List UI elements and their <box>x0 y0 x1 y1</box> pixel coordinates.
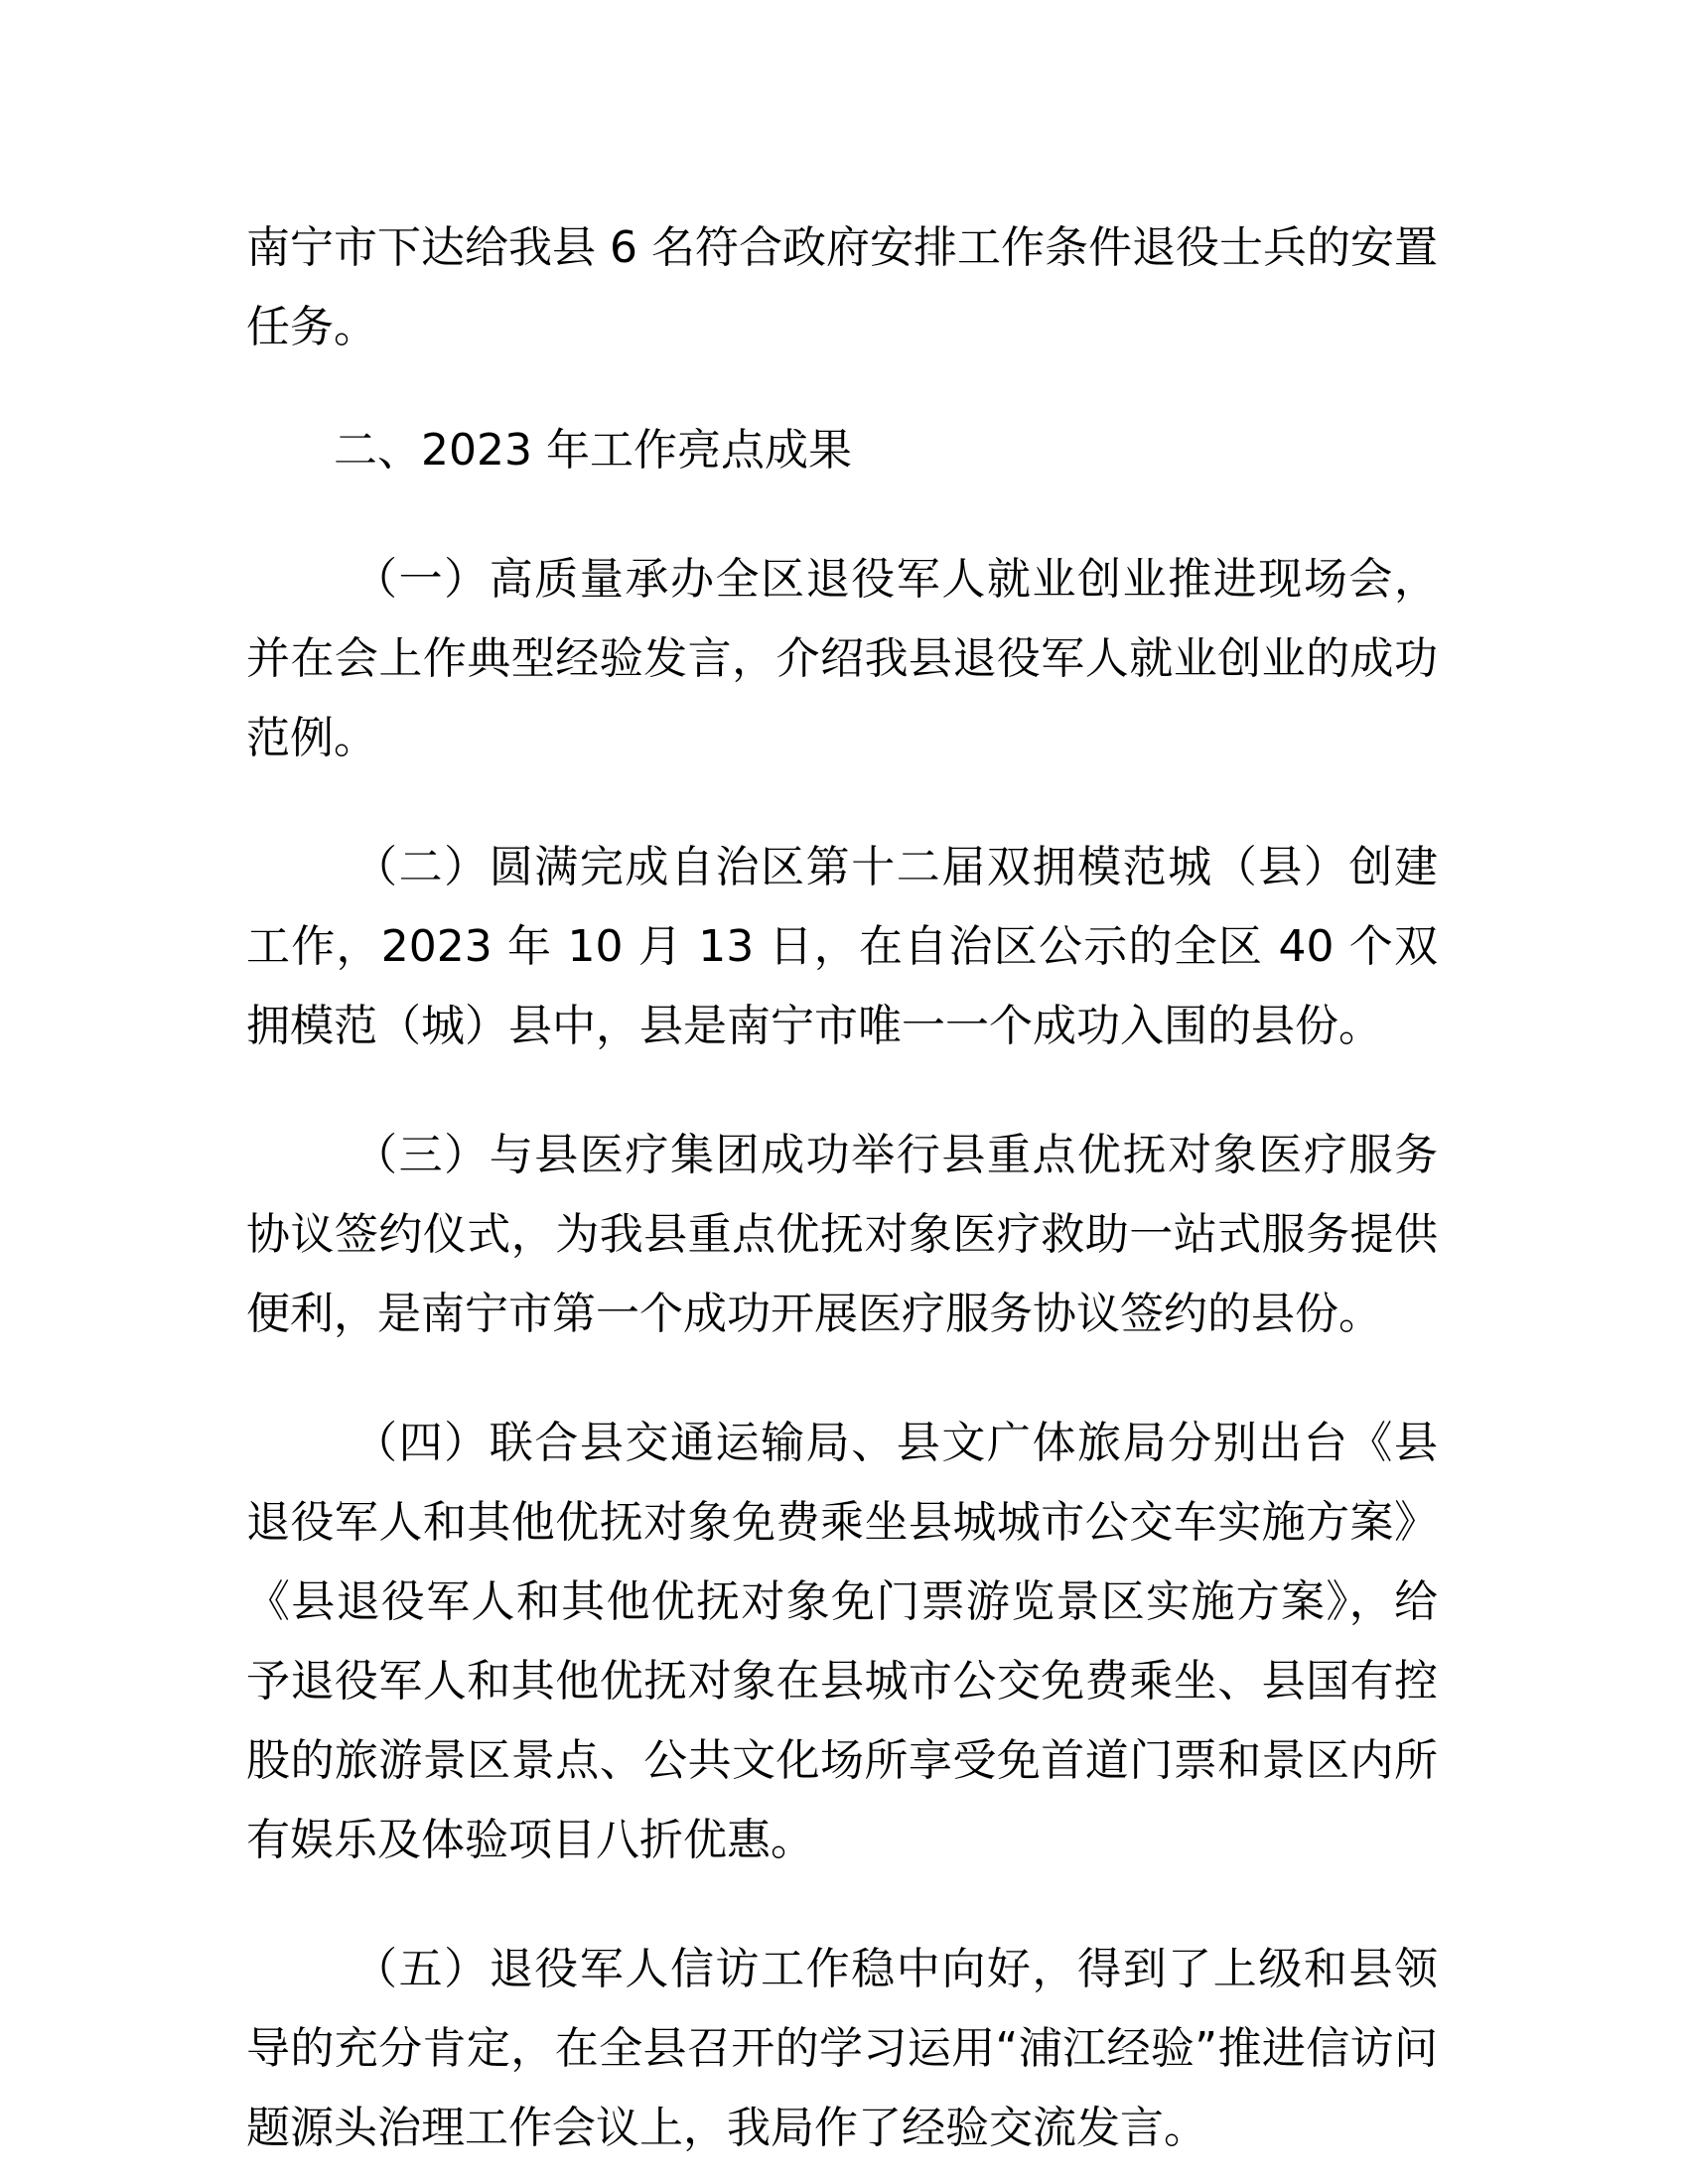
paragraph-item-4: （四）联合县交通运输局、县文广体旅局分别出台《县退役军人和其他优抚对象免费乘坐县城城市公交车实施方案》《县退役军人和其他优抚对象免门票游览景区实施方案》，给予退役军人和其他优抚对象在县城市公交免费乘坐、县国有控股的旅游景区景点、公共文化场所享受免首道门票和景区内所有娱乐及体验项目八折优惠。 <box>246 1418 1438 1865</box>
paragraph-item-2: （二）圆满完成自治区第十二届双拥模范城（县）创建工作，2023 年 10 月 13 日，在自治区公示的全区 40 个双拥模范（城）县中，县是南宁市唯一一个成功入围的县份。 <box>246 842 1438 1051</box>
paragraph-item-5: （五）退役军人信访工作稳中向好，得到了上级和县领导的充分肯定，在全县召开的学习运用“浦江经验”推进信访问题源头治理工作会议上，我局作了经验交流发言。 <box>246 1944 1438 2153</box>
document-body <box>246 208 1438 2168</box>
paragraph-continued: 南宁市下达给我县 6 名符合政府安排工作条件退役士兵的安置任务。 <box>246 222 1438 352</box>
paragraph-item-1: （一）高质量承办全区退役军人就业创业推进现场会，并在会上作典型经验发言，介绍我县退役军人就业创业的成功范例。 <box>246 554 1438 763</box>
paragraph-item-3: （三）与县医疗集团成功举行县重点优抚对象医疗服务协议签约仪式，为我县重点优抚对象医疗救助一站式服务提供便利，是南宁市第一个成功开展医疗服务协议签约的县份。 <box>246 1130 1438 1339</box>
section-heading: 二、2023 年工作亮点成果 <box>334 425 852 476</box>
